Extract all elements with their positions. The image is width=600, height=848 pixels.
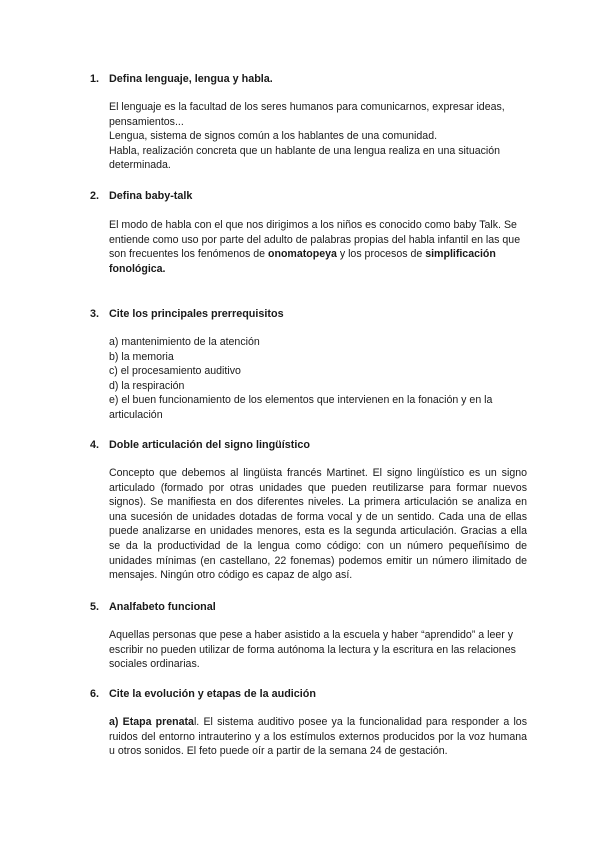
list-item: d) la respiración <box>109 379 185 392</box>
list-item: a) mantenimiento de la atención <box>109 336 260 348</box>
paragraph: Concepto que debemos al lingüista francés Martinet. El signo lingüístico es un signo articulado (formado por otras unidades que pueden reutilizarse para formar nuevos signos). Se manifiesta en dos diferentes niveles. La primera articulación se analiza en una sucesión de unidades dotadas de forma vocal y de un sentido. Cada una de ellas puede analizarse en unidades menores, esta es la segunda articulación. Gracias a ella se da la productividad de la lengua como código: con un número pequeñísimo de unidades mínimas (en castellano, 22 fonemas) podemos emitir un número ilimitado de mensajes. Ningún otro código es capaz de algo así. <box>109 467 527 582</box>
section-heading <box>90 600 216 615</box>
bold-term-onomatopeya: onomatopeya <box>268 248 337 261</box>
section-number: 5. <box>90 601 100 613</box>
section-number: 2. <box>90 190 100 202</box>
section-title: Defina baby-talk <box>109 190 193 202</box>
bold-lead: a) Etapa prenata <box>109 716 194 728</box>
text-run: y los procesos de <box>336 248 426 261</box>
section-body <box>109 218 527 276</box>
paragraph: Lengua, sistema de signos común a los hablantes de una comunidad. <box>109 130 438 143</box>
section-body <box>109 100 527 173</box>
section-heading <box>90 72 273 87</box>
section-title: Defina lenguaje, lengua y habla. <box>109 73 273 85</box>
section-number: 1. <box>90 73 100 85</box>
section-title: Cite la evolución y etapas de la audición <box>109 688 317 700</box>
list-item: b) la memoria <box>109 350 174 363</box>
paragraph: El lenguaje es la facultad de los seres humanos para comunicarnos, expresar ideas, pensamientos... <box>109 101 505 128</box>
section-heading <box>90 687 316 702</box>
section-body <box>109 715 527 759</box>
section-number: 4. <box>90 439 100 451</box>
section-title: Cite los principales prerrequisitos <box>109 308 284 320</box>
section-body <box>109 466 527 583</box>
paragraph <box>109 218 527 276</box>
section-heading <box>90 189 192 204</box>
section-number: 3. <box>90 308 100 320</box>
section-title: Doble articulación del signo lingüístico <box>109 439 310 451</box>
section-number: 6. <box>90 688 100 700</box>
section-title: Analfabeto funcional <box>109 601 216 613</box>
list-item: e) el buen funcionamiento de los elementos que intervienen en la fonación y en la articulación <box>109 394 493 421</box>
list-item: c) el procesamiento auditivo <box>109 365 241 378</box>
paragraph <box>109 715 527 759</box>
section-heading <box>90 438 310 453</box>
paragraph: Habla, realización concreta que un hablante de una lengua realiza en una situación determinada. <box>109 144 501 172</box>
bold-term-simplificacion: simplificación fonológica. <box>109 248 496 275</box>
text-run: El modo de habla con el que nos dirigimos a los niños es conocido como baby Talk. Se entiende como uso por parte del adulto de palabras propias del habla infantil en las que son frecuentes los fenómenos de <box>109 219 521 261</box>
text-run: l. El sistema auditivo posee ya la funcionalidad para responder a los ruidos del entorno intrauterino y a los estímulos externos producidos por la voz humana u otros sonidos. El feto puede oír a partir de la semana 24 de gestación. <box>109 716 527 758</box>
section-body <box>109 335 527 423</box>
section-heading <box>90 307 284 322</box>
paragraph: Aquellas personas que pese a haber asistido a la escuela y haber “aprendido” a leer y escribir no pueden utilizar de forma autónoma la lectura y la escritura en las relaciones sociales ordinarias. <box>109 629 516 671</box>
section-body <box>109 628 527 672</box>
